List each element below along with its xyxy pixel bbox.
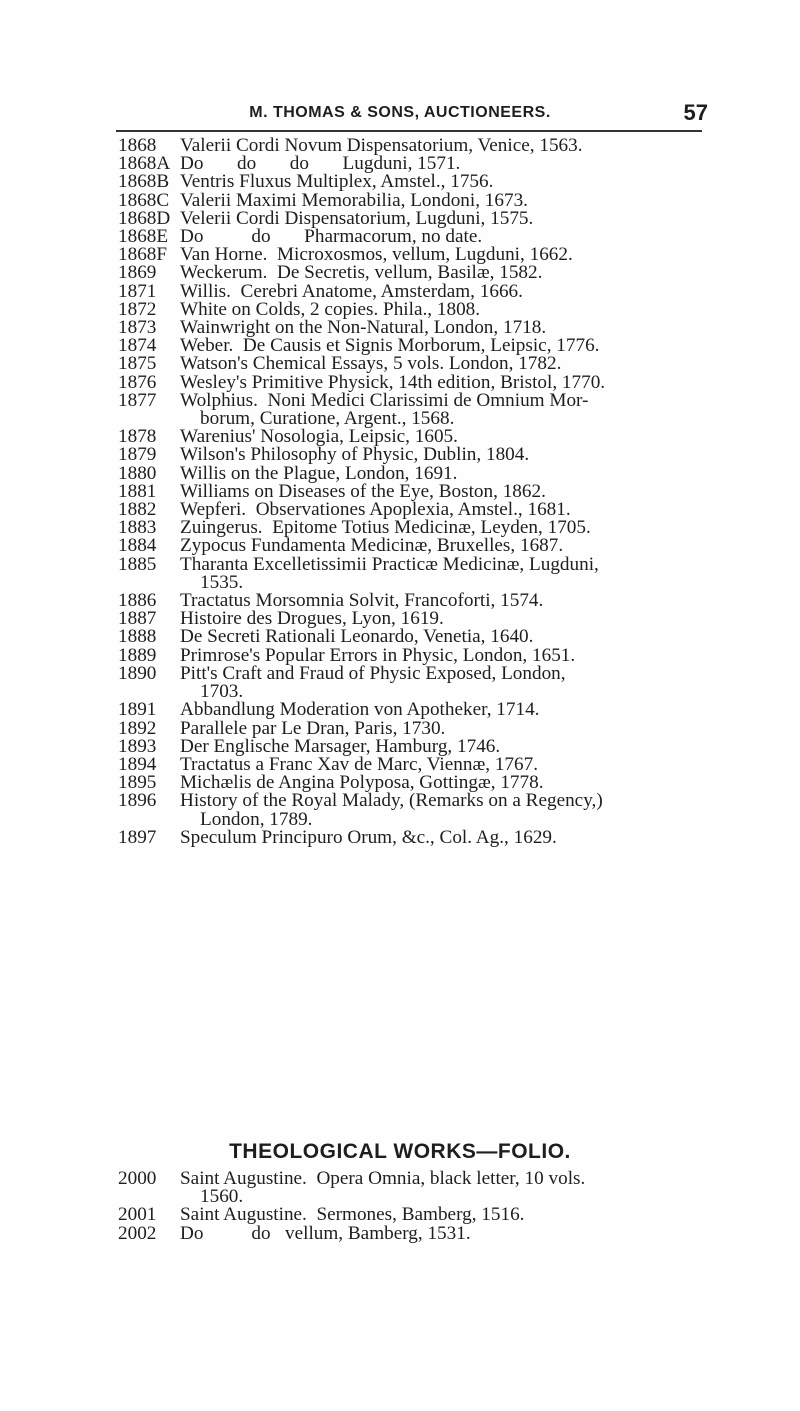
- entry-line: Willis on the Plague, London, 1691.: [180, 462, 458, 484]
- entry-line: Valerii Cordi Novum Dispensatorium, Venice, 1563.: [180, 135, 583, 156]
- entry-line-continued: London, 1789.: [200, 808, 313, 830]
- entry-text: [118, 1170, 718, 1206]
- lot-number: 1882: [118, 499, 157, 521]
- entry-line: Williams on Diseases of the Eye, Boston, 1862.: [180, 480, 546, 502]
- entry-line: Wilson's Philosophy of Physic, Dublin, 1804.: [180, 444, 530, 466]
- catalogue-entry: [118, 1222, 718, 1244]
- entry-line: Weber. De Causis et Signis Morborum, Leipsic, 1776.: [180, 335, 600, 357]
- lot-number: 1868A: [118, 153, 171, 175]
- page-number: 57: [683, 100, 708, 125]
- lot-number: 1872: [118, 298, 157, 320]
- entry-line: De Secreti Rationali Leonardo, Venetia, 1640.: [180, 626, 534, 648]
- lot-number: 1875: [118, 353, 157, 375]
- entry-line-continued: borum, Curatione, Argent., 1568.: [200, 408, 455, 430]
- entry-text: [118, 662, 718, 703]
- lot-number: 1884: [118, 535, 157, 557]
- catalogue-entry: [118, 826, 718, 848]
- lot-number: 1874: [118, 335, 157, 357]
- lot-number: 1868F: [118, 244, 168, 266]
- entry-line: Willis. Cerebri Anatome, Amsterdam, 1666.: [180, 280, 523, 302]
- entry-line: Weckerum. De Secretis, vellum, Basilæ, 1582.: [180, 262, 543, 284]
- entry-line: Do do Pharmacorum, no date.: [180, 226, 483, 248]
- entry-text: [118, 1222, 718, 1244]
- catalogue-entries: [118, 137, 718, 847]
- entry-line: Tharanta Excelletissimii Practicæ Medicinæ, Lugduni,: [180, 553, 599, 575]
- entry-text: [118, 826, 718, 848]
- lot-number: 1876: [118, 371, 157, 393]
- page-header: [0, 100, 800, 130]
- catalogue-entry: [118, 662, 718, 703]
- entry-line: Saint Augustine. Sermones, Bamberg, 1516.: [180, 1204, 525, 1226]
- lot-number: 1869: [118, 262, 157, 284]
- entry-line: Valerii Maximi Memorabilia, Londoni, 1673.: [180, 189, 528, 211]
- entry-line: Saint Augustine. Opera Omnia, black letter, 10 vols.: [180, 1168, 586, 1189]
- entry-line: Zypocus Fundamenta Medicinæ, Bruxelles, 1687.: [180, 535, 564, 557]
- entry-line: Speculum Principuro Orum, &c., Col. Ag., 1629.: [180, 826, 557, 848]
- entry-line: Do do vellum, Bamberg, 1531.: [180, 1222, 471, 1244]
- lot-number: 2001: [118, 1204, 157, 1226]
- lot-number: 1891: [118, 699, 157, 721]
- entry-line: Do do do Lugduni, 1571.: [180, 153, 461, 175]
- lot-number: 1878: [118, 426, 157, 448]
- lot-number: 1890: [118, 662, 157, 684]
- lot-number: 1868: [118, 135, 157, 156]
- lot-number: 1897: [118, 826, 157, 848]
- lot-number: 1883: [118, 517, 157, 539]
- entry-line: Pitt's Craft and Fraud of Physic Exposed, London,: [180, 662, 566, 684]
- entry-line: Wesley's Primitive Physick, 14th edition, Bristol, 1770.: [180, 371, 606, 393]
- lot-number: 2000: [118, 1168, 157, 1189]
- lot-number: 1881: [118, 480, 157, 502]
- running-head: M. THOMAS & SONS, AUCTIONEERS.: [249, 104, 551, 121]
- lot-number: 1893: [118, 735, 157, 757]
- catalogue-entry: [118, 1170, 718, 1206]
- lot-number: 1889: [118, 644, 157, 666]
- lot-number: 1895: [118, 772, 157, 794]
- theological-entries: [118, 1170, 718, 1243]
- entry-line: Histoire des Drogues, Lyon, 1619.: [180, 608, 444, 630]
- entry-line: Van Horne. Microxosmos, vellum, Lugduni, 1662.: [180, 244, 573, 266]
- lot-number: 2002: [118, 1222, 157, 1244]
- lot-number: 1873: [118, 317, 157, 339]
- entry-line: Tractatus a Franc Xav de Marc, Viennæ, 1767.: [180, 753, 539, 775]
- entry-text: [118, 553, 718, 593]
- lot-number: 1868C: [118, 189, 170, 211]
- lot-number: 1880: [118, 462, 157, 484]
- lot-number: 1886: [118, 590, 157, 612]
- lot-number: 1885: [118, 553, 157, 575]
- entry-line: Wainwright on the Non-Natural, London, 1718.: [180, 317, 547, 339]
- lot-number: 1896: [118, 790, 157, 812]
- header-rule: [116, 130, 702, 132]
- entry-line: Michælis de Angina Polyposa, Gottingæ, 1778.: [180, 772, 544, 794]
- entry-line: Watson's Chemical Essays, 5 vols. London, 1782.: [180, 353, 562, 375]
- entry-line-continued: 1535.: [200, 571, 244, 593]
- entry-line: Zuingerus. Epitome Totius Medicinæ, Leyden, 1705.: [180, 517, 591, 539]
- entry-text: [118, 792, 718, 828]
- entry-line-continued: 1560.: [200, 1186, 244, 1208]
- entry-line: History of the Royal Malady, (Remarks on a Regency,): [180, 790, 603, 812]
- section-heading: THEOLOGICAL WORKS—FOLIO.: [229, 1140, 571, 1163]
- lot-number: 1868E: [118, 226, 169, 248]
- entry-line-continued: 1703.: [200, 681, 244, 703]
- catalogue-entry: [118, 553, 718, 593]
- lot-number: 1892: [118, 717, 157, 739]
- entry-line: Wolphius. Noni Medici Clarissimi de Omnium Mor-: [180, 389, 589, 411]
- lot-number: 1871: [118, 280, 157, 302]
- entry-line: Wepferi. Observationes Apoplexia, Amstel., 1681.: [180, 499, 571, 521]
- entry-line: Ventris Fluxus Multiplex, Amstel., 1756.: [180, 171, 494, 193]
- lot-number: 1888: [118, 626, 157, 648]
- entry-line: Der Englische Marsager, Hamburg, 1746.: [180, 735, 501, 757]
- entry-line: Parallele par Le Dran, Paris, 1730.: [180, 717, 446, 739]
- lot-number: 1868B: [118, 171, 170, 193]
- entry-line: Velerii Cordi Dispensatorium, Lugduni, 1575.: [180, 207, 534, 229]
- catalogue-entry: [118, 389, 718, 430]
- lot-number: 1894: [118, 753, 157, 775]
- entry-line: Abbandlung Moderation von Apotheker, 1714.: [180, 699, 540, 721]
- entry-text: [118, 389, 718, 430]
- entry-line: White on Colds, 2 copies. Phila., 1808.: [180, 298, 481, 320]
- lot-number: 1877: [118, 389, 157, 411]
- entry-line: Tractatus Morsomnia Solvit, Francoforti, 1574.: [180, 590, 544, 612]
- lot-number: 1887: [118, 608, 157, 630]
- entry-line: Primrose's Popular Errors in Physic, London, 1651.: [180, 644, 576, 666]
- lot-number: 1868D: [118, 207, 171, 229]
- entry-line: Warenius' Nosologia, Leipsic, 1605.: [180, 426, 458, 448]
- lot-number: 1879: [118, 444, 157, 466]
- catalogue-entry: [118, 792, 718, 828]
